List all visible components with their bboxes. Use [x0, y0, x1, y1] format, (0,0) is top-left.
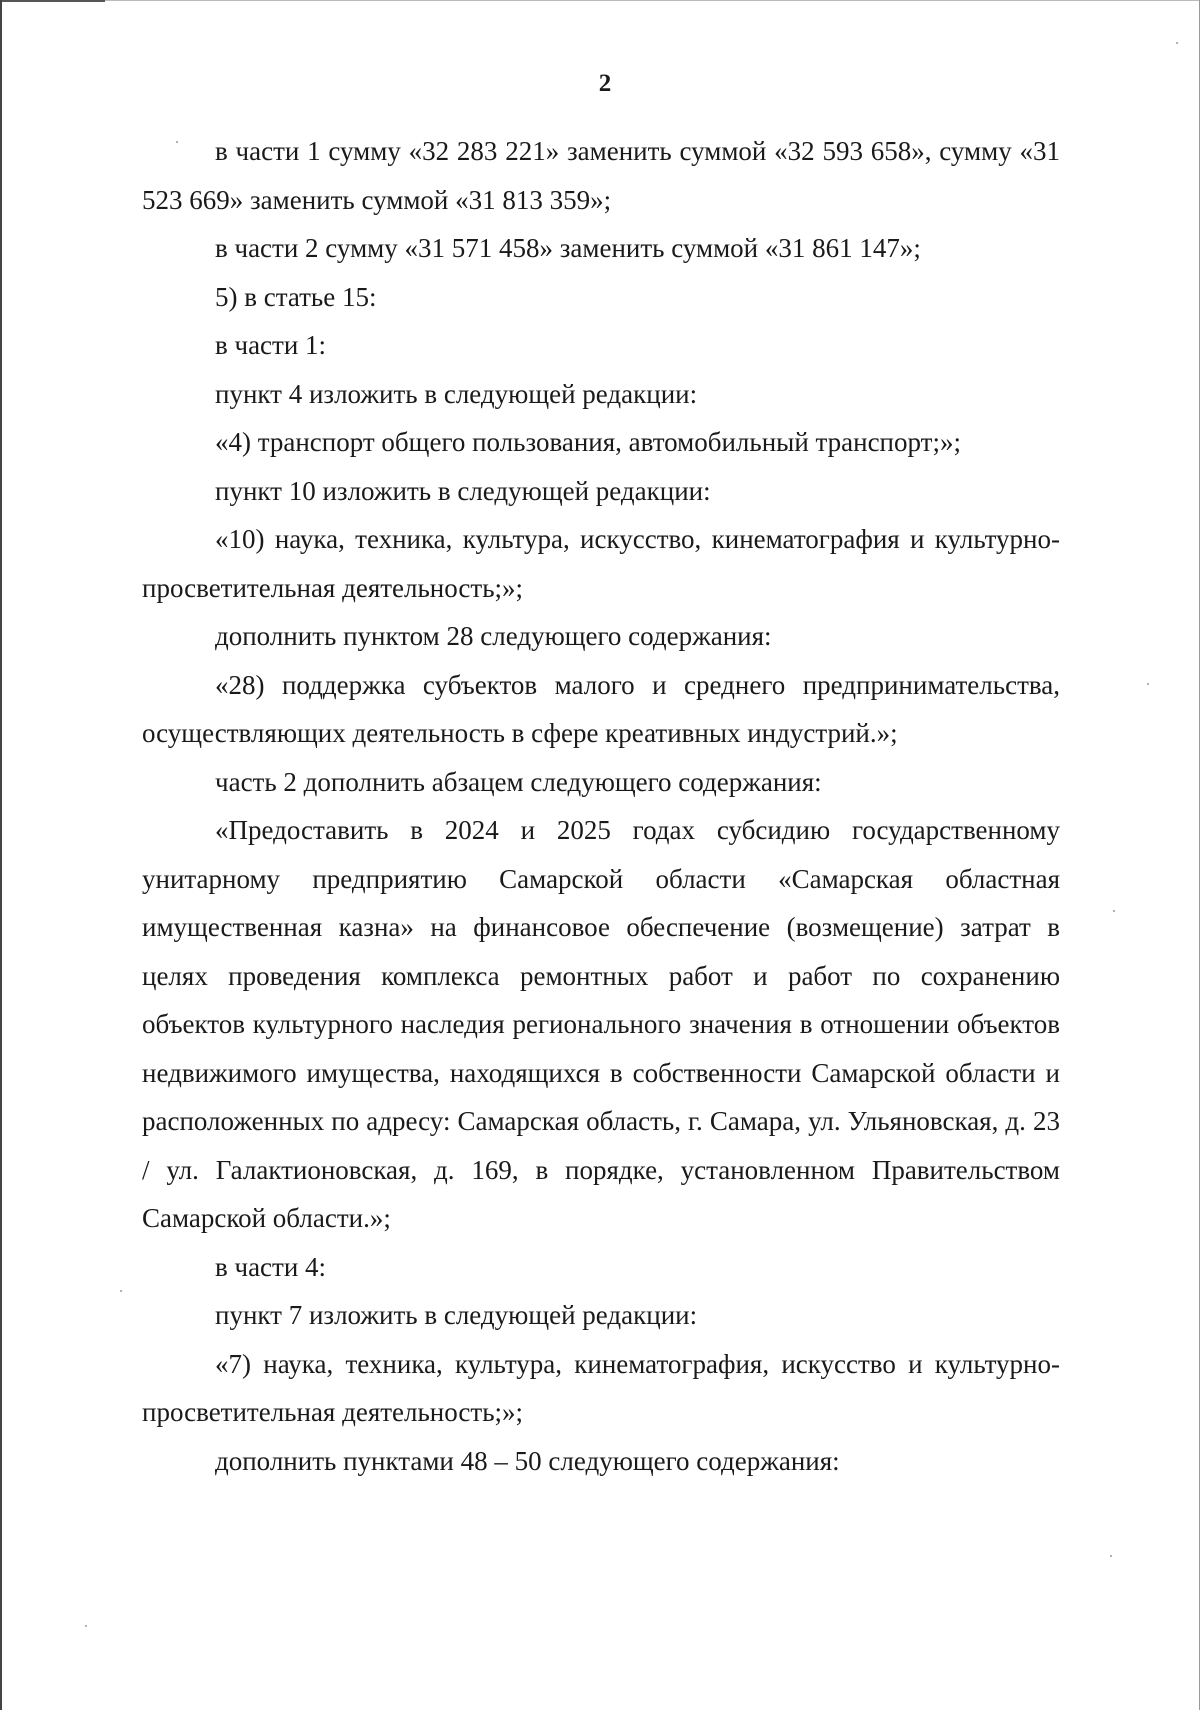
paragraph: «4) транспорт общего пользования, автомобильный транспорт;»;: [215, 427, 961, 457]
paragraph: дополнить пунктами 48 – 50 следующего содержания:: [215, 1445, 840, 1476]
scan-edge-top: [0, 0, 105, 2]
paragraph: пункт 7 изложить в следующей редакции:: [215, 1300, 698, 1330]
paragraph: «7) наука, техника, культура, кинематография, искусство и культурно-просветительная деятельность;»;: [142, 1348, 1060, 1427]
scan-speck: [85, 1625, 87, 1627]
paragraph: в части 4:: [215, 1251, 327, 1282]
paragraph: в части 1 сумму «32 283 221» заменить суммой «32 593 658», сумму «31 523 669» заменить суммой «31 813 359»;: [142, 136, 1060, 215]
scan-speck: [120, 1290, 122, 1292]
paragraph: пункт 10 изложить в следующей редакции:: [215, 475, 711, 506]
paragraph: пункт 4 изложить в следующей редакции:: [215, 378, 698, 409]
paragraph: «28) поддержка субъектов малого и среднего предпринимательства, осуществляющих деятельность в сфере креативных индустрий.»;: [142, 669, 1060, 748]
scan-edge-left: [0, 0, 2, 1710]
scan-speck: [1176, 42, 1178, 44]
document-body: [142, 127, 1060, 1485]
paragraph: часть 2 дополнить абзацем следующего содержания:: [215, 766, 822, 797]
scan-speck: [1147, 683, 1149, 685]
paragraph: 5) в статье 15:: [215, 281, 377, 312]
page-number: 2: [598, 70, 612, 97]
scan-speck: [1113, 910, 1115, 912]
paragraph: «10) наука, техника, культура, искусство, кинематография и культурно-просветительная деятельность;»;: [142, 524, 1060, 603]
scan-speck: [1110, 1555, 1112, 1557]
scan-edge-top-right: [105, 0, 1200, 1]
paragraph: в части 2 сумму «31 571 458» заменить суммой «31 861 147»;: [215, 233, 921, 263]
paragraph: «Предоставить в 2024 и 2025 годах субсидию государственному унитарному предприятию Самарской области «Самарская областная имущественная казна» на финансовое обеспечение (возмещение) затрат в целях проведения комплекса ремонтных работ и работ по сохранению объектов культурного наследия регионального значения в отношении объектов недвижимого имущества, находящихся в собственности Самарской области и расположенных по адресу: Самарская область, г. Самара, ул. Ульяновская, д. 23 / ул. Галактионовская, д. 169, в порядке, установленном Правительством Самарской области.»;: [142, 815, 1060, 1233]
paragraph: в части 1:: [215, 330, 327, 360]
paragraph: дополнить пунктом 28 следующего содержания:: [215, 621, 772, 651]
